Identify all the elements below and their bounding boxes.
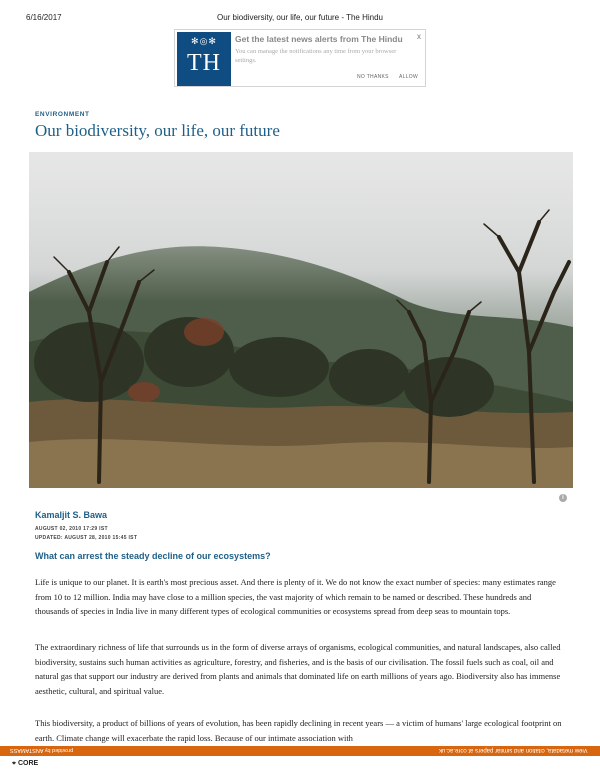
article-headline: Our biodiversity, our life, our future — [35, 121, 280, 140]
article-standfirst: What can arrest the steady decline of our ecosystems? — [35, 551, 271, 561]
info-icon[interactable]: i — [559, 494, 567, 502]
hero-image — [29, 152, 573, 488]
allow-button[interactable]: ALLOW — [399, 74, 419, 80]
logo-monogram: TH — [187, 50, 221, 76]
print-date: 6/16/2017 — [26, 13, 62, 22]
notification-body: You can manage the notifications any time from your browser settings. — [235, 48, 397, 64]
section-label[interactable]: ENVIRONMENT — [35, 111, 90, 118]
the-hindu-logo — [177, 32, 231, 86]
article-paragraph: The extraordinary richness of life that surrounds us in the form of diverse arrays of organisms, ecological communities, and natural landscapes, also called biodiversity, sustains such human activities as agriculture, forestry, and fisheries, and is the basis of our civilisation. The fossil fuels such as coal, oil and natural gas that support our industry are derived from plants and animals that dominated life on earth millions of years ago. Biodiversity also has immense aesthetic, cultural, and spiritual value. — [35, 642, 561, 697]
no-thanks-button[interactable]: NO THANKS — [357, 74, 389, 80]
core-mark-icon: ⌖ — [12, 760, 16, 767]
provider-note: provided by ANSTAMASS — [10, 747, 74, 753]
article-paragraph: This biodiversity, a product of billions of years of evolution, has been rapidly declining in recent years — a victim of humans' large ecological footprint on earth. Climate change will exacerbate the rapid loss. Because of our intimate association with — [35, 718, 562, 743]
notification-prompt — [174, 29, 426, 87]
core-label: CORE — [17, 760, 39, 767]
notification-heading: Get the latest news alerts from The Hindu — [235, 34, 403, 44]
article-paragraph: Life is unique to our planet. It is earth's most precious asset. And there is plenty of it. We do not know the exact number of species: many estimates range from 10 to 12 million. India may have close to a million species, the vast majority of which remain to be named or described. These hundreds and thousands of species in India live in many different types of ecological communities or ecosystems spread from deep seas to mountain tops. — [35, 577, 556, 617]
updated-date: UPDATED: AUGUST 28, 2010 15:45 IST — [35, 535, 138, 541]
close-icon[interactable]: x — [417, 32, 421, 41]
crest-icon: ✻◎✻ — [191, 36, 217, 46]
print-page-title: Our biodiversity, our life, our future - The Hindu — [217, 13, 383, 22]
core-footer-bar — [0, 746, 600, 756]
print-header — [0, 0, 600, 28]
published-date: AUGUST 02, 2010 17:29 IST — [35, 526, 108, 532]
metadata-link[interactable]: View metadata, citation and similar papers at core.ac.uk — [439, 747, 588, 753]
core-logo — [12, 760, 38, 768]
author-name[interactable]: Kamaljit S. Bawa — [35, 510, 108, 520]
